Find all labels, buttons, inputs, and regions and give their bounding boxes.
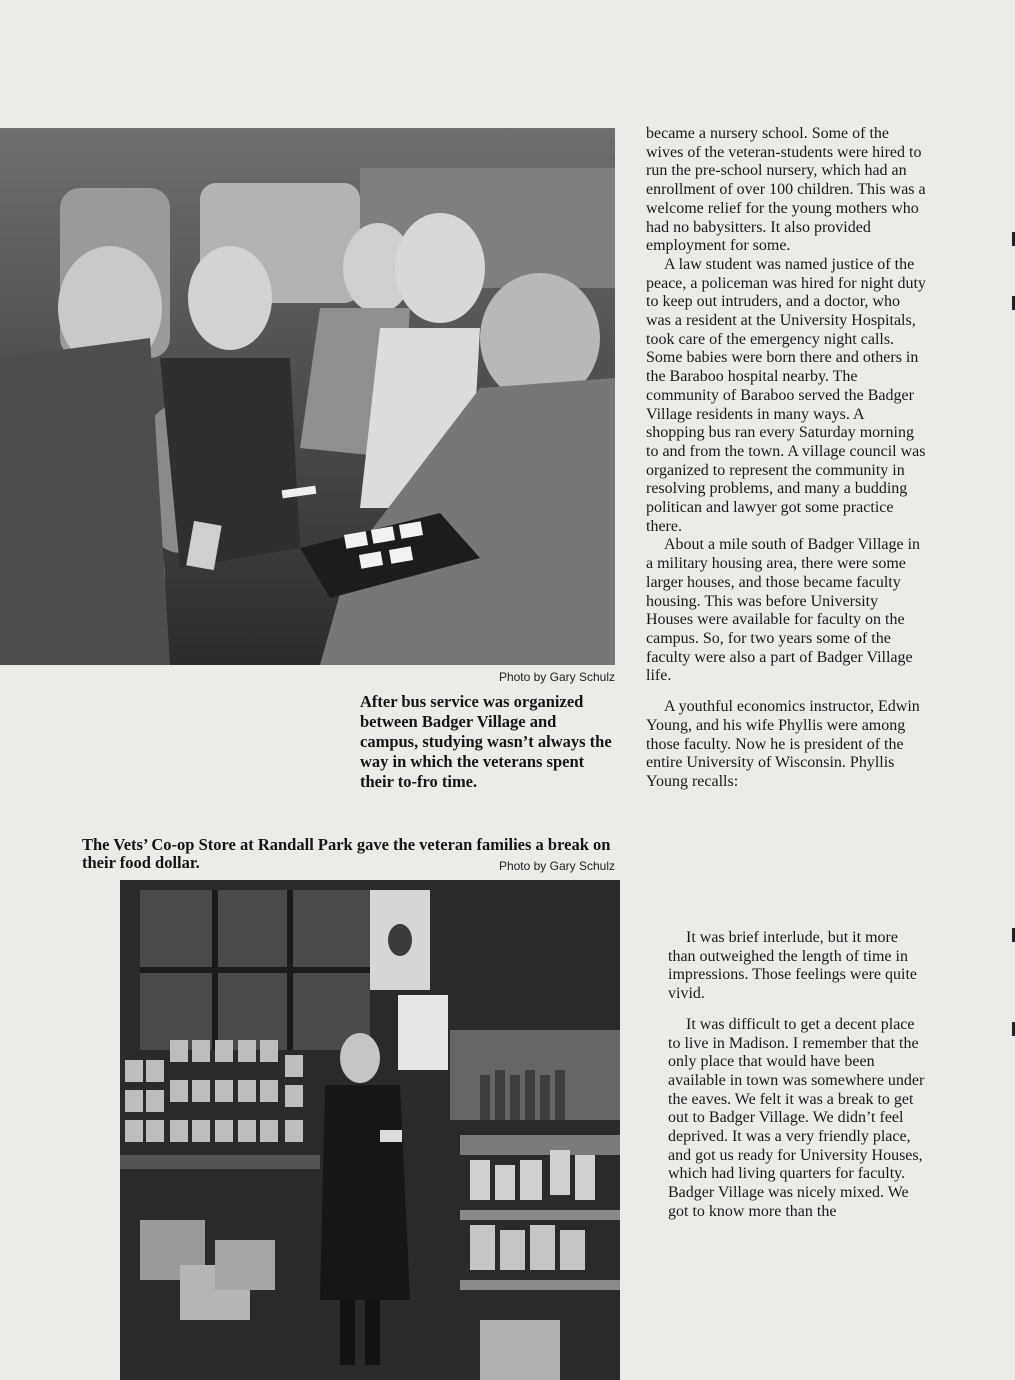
store-photo [120, 880, 620, 1380]
quote-paragraph: It was brief interlude, but it more than outweighed the length of time in impressions. Those feelings were quite vivid. [668, 929, 917, 1003]
quote-paragraph: It was difficult to get a decent place to live in Madison. I remember that the only place that would have been available in town was somewhere under the eaves. We felt it was a break to get out to Badger Village. We didn’t feel deprived. It was a very friendly place, and got us ready for University Houses, which had living quarters for faculty. Badger Village was nicely mixed. We got to know more than the [668, 1015, 925, 1220]
store-photo-caption: The Vets’ Co-op Store at Randall Park gave the veteran families a break on their food dollar. [82, 835, 611, 872]
article-paragraph: A youthful economics instructor, Edwin Young, and his wife Phyllis were among those faculty. Now he is president of the entire University of Wisconsin. Phyllis Young recalls: [646, 698, 920, 790]
quote-block [668, 929, 926, 1222]
article-paragraph: About a mile south of Badger Village in a military housing area, there were some larger houses, and those became faculty housing. This was before University Houses were available for faculty on the campus. So, for two years some of the faculty were also a part of Badger Village life. [646, 536, 921, 685]
bus-photo [0, 128, 615, 665]
article-paragraph: A law student was named justice of the peace, a policeman was hired for night duty to keep out intruders, and a doctor, who was a resident at the University Hospitals, took care of the emergency night calls. Some babies were born there and others in the Baraboo hospital nearby. The community of Baraboo served the Badger Village residents in many ways. A shopping bus ran every Saturday morning to and from the town. A village council was organized to represent the community in resolving problems, and many a budding politican and lawyer got some practice there. [646, 255, 926, 535]
bus-photo-credit: Photo by Gary Schulz [498, 670, 615, 684]
store-photo-credit: Photo by Gary Schulz [498, 859, 615, 873]
article-paragraph: became a nursery school. Some of the wives of the veteran-students were hired to run the pre-school nursery, which had an enrollment of over 100 children. This was a welcome relief for the young mothers who had no babysitters. It also provided employment for some. [646, 125, 926, 255]
bus-photo-caption: After bus service was organized between Badger Village and campus, studying wasn’t always the way in which the veterans spent their to-fro time. [360, 692, 612, 791]
article-body [646, 125, 926, 792]
